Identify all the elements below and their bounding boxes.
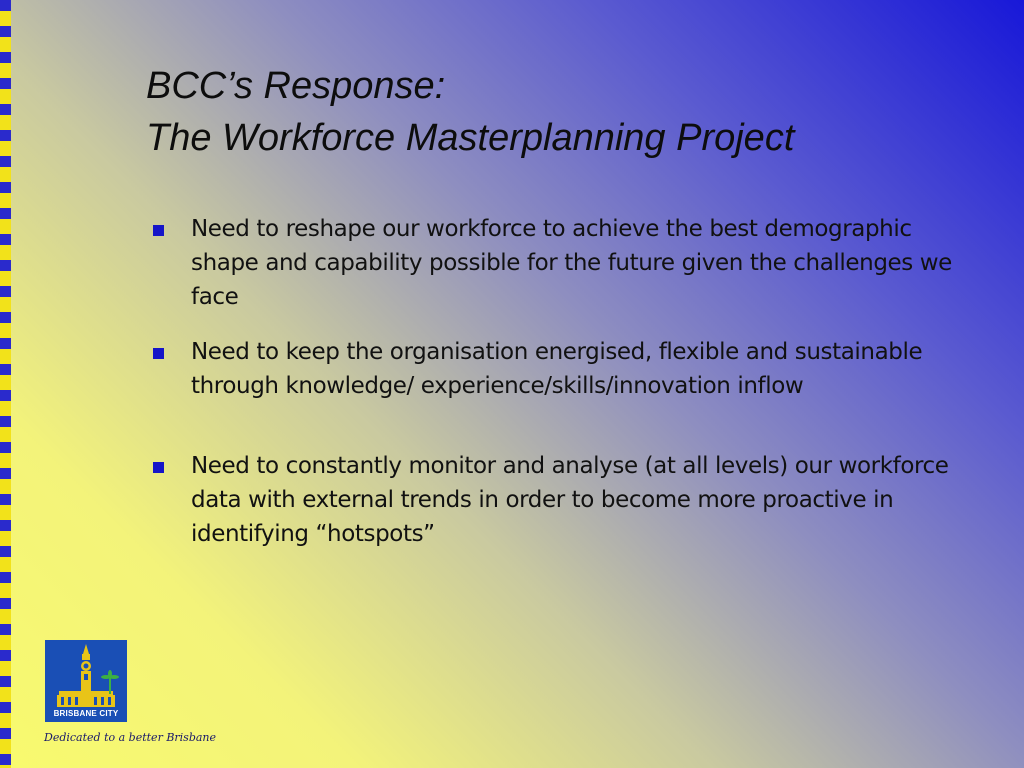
bullet-square-icon <box>153 348 164 359</box>
bullet-text: Need to keep the organisation energised, flexible and sustainable through knowledge/ experience/skills/innovation inflow <box>191 339 923 399</box>
bullet-item <box>150 449 970 551</box>
slide-title-line-2: The Workforce Masterplanning Project <box>146 117 795 159</box>
logo-label: BRISBANE CITY <box>53 709 119 718</box>
slide-title <box>146 60 794 164</box>
brisbane-city-logo <box>45 640 127 722</box>
bullet-square-icon <box>153 225 164 236</box>
bullet-list <box>150 212 970 551</box>
tagline: Dedicated to a better Brisbane <box>44 731 217 744</box>
bullet-item <box>150 212 970 314</box>
bullet-item <box>150 335 970 403</box>
bullet-square-icon <box>153 462 164 473</box>
left-decorative-stripe <box>0 0 11 768</box>
slide-title-line-1: BCC’s Response: <box>146 65 446 107</box>
bullet-text: Need to constantly monitor and analyse (at all levels) our workforce data with external trends in order to become more proactive in identifying “hotspots” <box>191 453 949 547</box>
bullet-text: Need to reshape our workforce to achieve the best demographic shape and capability possible for the future given the challenges we face <box>191 216 952 310</box>
